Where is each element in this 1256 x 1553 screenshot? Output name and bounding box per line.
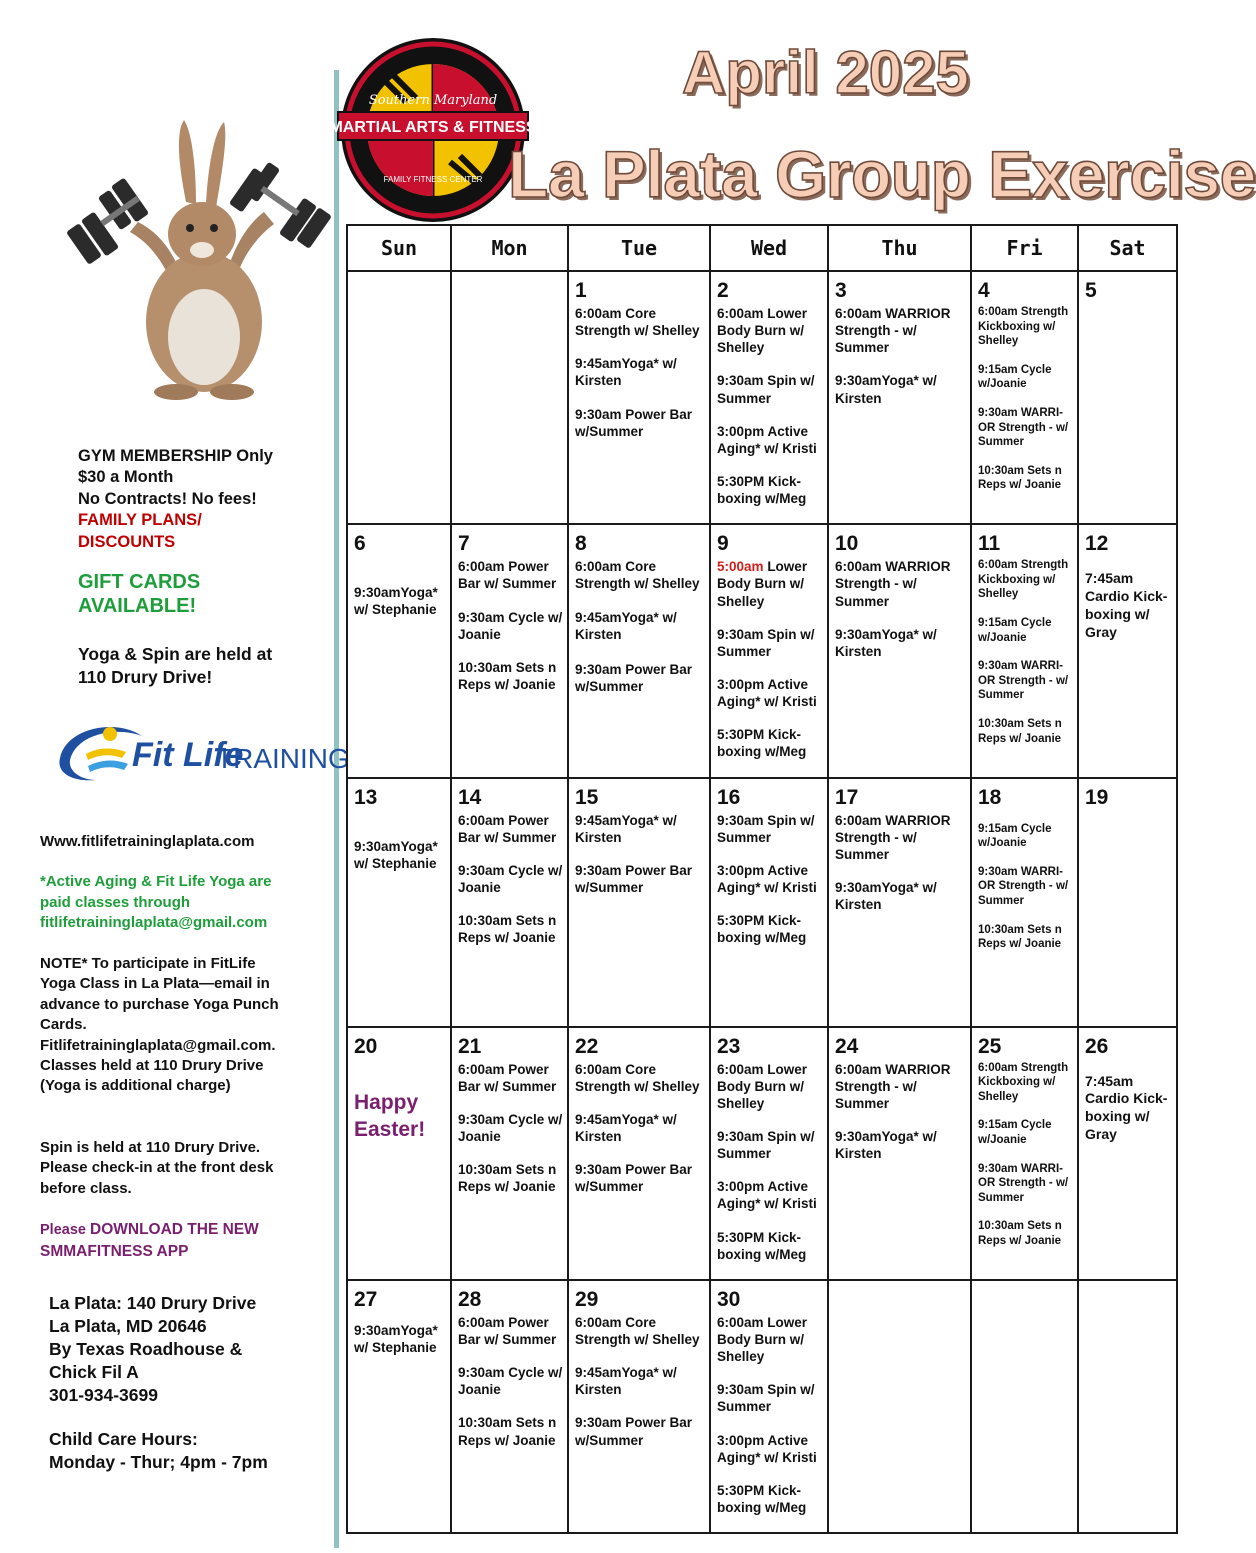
day-number: 18 bbox=[978, 785, 1002, 809]
class-entry: 6:00am Strength Kickboxing w/ Shelley bbox=[978, 559, 1069, 601]
day-number: 9 bbox=[717, 532, 729, 556]
childcare-time: Monday - Thur; 4pm - 7pm bbox=[49, 1451, 268, 1472]
day-number: 10 bbox=[835, 532, 859, 556]
class-entry: 5:30PM Kick-boxing w/Meg bbox=[717, 913, 807, 946]
day-cell bbox=[568, 271, 710, 524]
note-line: (Yoga is additional charge) bbox=[40, 1077, 231, 1095]
day-cell bbox=[568, 1027, 710, 1280]
day-number: 16 bbox=[717, 785, 741, 809]
day-cell bbox=[568, 778, 710, 1027]
note-line: Classes held at 110 Drury Drive bbox=[40, 1056, 264, 1074]
day-number: 1 bbox=[575, 279, 587, 302]
logo-banner-text: MARTIAL ARTS & FITNESS bbox=[329, 119, 537, 136]
day-cell bbox=[347, 1027, 451, 1280]
weekday-header: Sun bbox=[347, 225, 451, 271]
class-entry: 7:45am Cardio Kick-boxing w/ Gray bbox=[1085, 1072, 1168, 1142]
day-cell bbox=[451, 1027, 568, 1280]
class-entry: 9:15am Cycle w/Joanie bbox=[978, 363, 1052, 391]
class-entry: 5:30PM Kick-boxing w/Meg bbox=[717, 1229, 807, 1262]
day-cell bbox=[1078, 524, 1177, 777]
exercise-calendar bbox=[346, 224, 1178, 1534]
gift-line: AVAILABLE! bbox=[78, 595, 197, 618]
family-plans-label: FAMILY PLANS/ bbox=[78, 511, 202, 530]
membership-terms: No Contracts! No fees! bbox=[78, 489, 257, 508]
weekday-header: Tue bbox=[568, 225, 710, 271]
day-number: 11 bbox=[978, 532, 1001, 556]
easter-line: Happy bbox=[354, 1090, 419, 1114]
class-entry: 9:30am WARRI-OR Strength - w/ Summer bbox=[978, 865, 1069, 907]
day-number: 2 bbox=[717, 279, 729, 302]
childcare-title: Child Care Hours: bbox=[49, 1429, 198, 1449]
day-cell bbox=[971, 778, 1078, 1027]
logo-bottom-text: FAMILY FITNESS CENTER bbox=[383, 175, 483, 184]
address-line: La Plata, MD 20646 bbox=[49, 1315, 207, 1336]
class-entry: 6:00am Lower Body Burn w/ Shelley bbox=[717, 1314, 808, 1365]
day-cell bbox=[971, 524, 1078, 777]
class-entry: 6:00am Core Strength w/ Shelley bbox=[575, 306, 700, 339]
day-number: 4 bbox=[978, 279, 990, 302]
day-cell bbox=[710, 778, 828, 1027]
class-entry: 9:30am Power Bar w/Summer bbox=[575, 862, 693, 895]
phone-number: 301-934-3699 bbox=[49, 1384, 158, 1405]
class-entry: 5:30PM Kick-boxing w/Meg bbox=[717, 473, 807, 507]
day-number: 3 bbox=[835, 279, 847, 302]
membership-line: GYM MEMBERSHIP Only bbox=[78, 447, 273, 465]
class-entry: 6:00am Core Strength w/ Shelley bbox=[575, 559, 700, 592]
day-cell bbox=[1078, 1027, 1177, 1280]
class-entry: 9:30am WARRI-OR Strength - w/ Summer bbox=[978, 1162, 1069, 1204]
day-number: 21 bbox=[458, 1034, 482, 1058]
day-cell bbox=[347, 524, 451, 777]
class-entry: 9:30amYoga* w/ Kirsten bbox=[835, 879, 937, 913]
class-entry: 3:00pm Active Aging* w/ Kristi bbox=[717, 862, 817, 895]
calendar-week bbox=[347, 271, 1177, 524]
easter-line: Easter! bbox=[354, 1117, 426, 1141]
day-number: 12 bbox=[1085, 532, 1109, 556]
class-entry: 10:30am Sets n Reps w/ Joanie bbox=[458, 913, 557, 946]
class-entry: 9:30amYoga* w/ Stephanie bbox=[354, 585, 438, 618]
day-number: 15 bbox=[575, 785, 599, 809]
yoga-spin-line: 110 Drury Drive! bbox=[78, 666, 213, 687]
class-entry: 10:30am Sets n Reps w/ Joanie bbox=[978, 718, 1062, 745]
class-entry: 9:30am WARRI-OR Strength - w/ Summer bbox=[978, 660, 1069, 702]
class-entry: 9:30am Spin w/ Summer bbox=[717, 1382, 815, 1415]
calendar-week bbox=[347, 1027, 1177, 1280]
address-line: La Plata: 140 Drury Drive bbox=[49, 1293, 257, 1313]
note-line: advance to purchase Yoga Punch bbox=[40, 995, 279, 1013]
class-entry: 3:00pm Active Aging* w/ Kristi bbox=[717, 423, 817, 456]
aging-line: paid classes through bbox=[40, 893, 191, 911]
calendar-week bbox=[347, 524, 1177, 777]
address-line: By Texas Roadhouse & bbox=[49, 1338, 243, 1359]
class-time-highlight: 5:00am bbox=[717, 559, 764, 575]
class-entry: 6:00am Power Bar w/ Summer bbox=[458, 812, 557, 845]
class-entry: 6:00am Power Bar w/ Summer bbox=[458, 1061, 557, 1094]
class-entry: 10:30am Sets n Reps w/ Joanie bbox=[978, 923, 1062, 951]
weekday-header: Mon bbox=[451, 225, 568, 271]
day-number: 5 bbox=[1085, 279, 1097, 302]
day-cell bbox=[828, 778, 971, 1027]
app-download-notice bbox=[40, 1219, 330, 1262]
fitlife-logo-light-text: TRAINING bbox=[216, 743, 350, 774]
class-entry: 6:00am Lower Body Burn w/ Shelley bbox=[717, 1061, 808, 1111]
day-cell bbox=[710, 1027, 828, 1280]
class-entry: 3:00pm Active Aging* w/ Kristi bbox=[717, 676, 817, 710]
day-number: 25 bbox=[978, 1034, 1002, 1058]
class-entry: 9:15am Cycle w/Joanie bbox=[978, 1119, 1052, 1146]
membership-price: $30 a Month bbox=[78, 468, 174, 487]
app-line: SMMAFITNESS APP bbox=[40, 1242, 189, 1260]
day-cell bbox=[347, 271, 451, 524]
active-aging-notice bbox=[40, 872, 330, 934]
day-cell bbox=[710, 271, 828, 524]
smma-logo bbox=[329, 32, 537, 228]
day-number: 13 bbox=[354, 785, 378, 809]
class-entry: 6:00am WARRIOR Strength - w/ Summer bbox=[835, 1061, 951, 1111]
day-cell bbox=[971, 271, 1078, 524]
class-entry: 6:00am WARRIOR Strength - w/ Summer bbox=[835, 812, 951, 862]
day-cell bbox=[451, 524, 568, 777]
day-cell bbox=[347, 778, 451, 1027]
page-title: La Plata Group Exercise bbox=[508, 137, 1256, 211]
day-number: 14 bbox=[458, 785, 482, 809]
day-number: 7 bbox=[458, 532, 470, 556]
day-number: 30 bbox=[717, 1287, 741, 1311]
class-entry: 3:00pm Active Aging* w/ Kristi bbox=[717, 1179, 817, 1212]
class-entry: 6:00am Power Bar w/ Summer bbox=[458, 559, 557, 592]
spin-line: before class. bbox=[40, 1179, 132, 1197]
spin-line: Please check-in at the front desk bbox=[40, 1159, 274, 1177]
class-entry: 6:00am WARRIOR Strength - w/ Summer bbox=[835, 559, 951, 609]
day-cell bbox=[828, 524, 971, 777]
day-cell bbox=[828, 271, 971, 524]
class-entry: 9:30am Spin w/ Summer bbox=[717, 373, 815, 406]
spin-line: Spin is held at 110 Drury Drive. bbox=[40, 1139, 261, 1156]
day-cell bbox=[710, 524, 828, 777]
day-cell bbox=[1078, 1280, 1177, 1533]
day-number: 20 bbox=[354, 1034, 378, 1058]
address-line: Chick Fil A bbox=[49, 1361, 139, 1382]
class-entry: 9:30am Cycle w/ Joanie bbox=[458, 1365, 563, 1398]
day-cell bbox=[828, 1280, 971, 1533]
day-cell bbox=[568, 524, 710, 777]
note-line: NOTE* To participate in FitLife bbox=[40, 955, 256, 972]
day-cell bbox=[828, 1027, 971, 1280]
class-entry: 9:30amYoga* w/ Kirsten bbox=[835, 1128, 937, 1162]
day-number: 29 bbox=[575, 1287, 599, 1311]
weekday-header: Thu bbox=[828, 225, 971, 271]
class-entry: 9:45amYoga* w/ Kirsten bbox=[575, 609, 677, 642]
weekday-header: Wed bbox=[710, 225, 828, 271]
class-entry: 9:30am Power Bar w/Summer bbox=[575, 661, 693, 694]
yoga-spin-line: Yoga & Spin are held at bbox=[78, 644, 273, 664]
website-link[interactable]: Www.fitlifetraininglaplata.com bbox=[40, 833, 255, 850]
day-number: 23 bbox=[717, 1034, 741, 1058]
class-entry: 6:00am Core Strength w/ Shelley bbox=[575, 1061, 700, 1094]
day-number: 24 bbox=[835, 1034, 859, 1058]
note-line: Yoga Class in La Plata—email in bbox=[40, 975, 270, 993]
app-prefix: Please bbox=[40, 1222, 90, 1238]
class-entry: 9:45amYoga* w/ Kirsten bbox=[575, 356, 677, 389]
class-entry: 10:30am Sets n Reps w/ Joanie bbox=[978, 464, 1062, 492]
day-number: 17 bbox=[835, 785, 859, 809]
childcare-hours bbox=[49, 1428, 324, 1474]
yoga-note bbox=[40, 954, 332, 1097]
aging-email[interactable]: fitlifetraininglaplata@gmail.com bbox=[40, 914, 268, 932]
class-entry: 9:30am WARRI-OR Strength - w/ Summer bbox=[978, 406, 1069, 449]
note-email[interactable]: Fitlifetraininglaplata@gmail.com. bbox=[40, 1036, 276, 1054]
class-entry: 9:30am Cycle w/ Joanie bbox=[458, 862, 563, 895]
day-number: 22 bbox=[575, 1034, 599, 1058]
class-entry: 9:30am Cycle w/ Joanie bbox=[458, 1111, 563, 1144]
day-number: 26 bbox=[1085, 1034, 1109, 1058]
class-entry: 9:30amYoga* w/ Stephanie bbox=[354, 838, 438, 871]
class-entry: 9:30amYoga* w/ Kirsten bbox=[835, 626, 937, 659]
class-entry: 3:00pm Active Aging* w/ Kristi bbox=[717, 1432, 817, 1465]
class-entry: 9:30am Spin w/ Summer bbox=[717, 812, 815, 845]
yoga-spin-location bbox=[78, 643, 323, 689]
class-entry: 9:45amYoga* w/ Kirsten bbox=[575, 812, 677, 845]
spin-note bbox=[40, 1138, 320, 1199]
day-number: 6 bbox=[354, 532, 366, 556]
weekday-header: Fri bbox=[971, 225, 1078, 271]
day-cell bbox=[451, 271, 568, 524]
class-entry: 9:30amYoga* w/ Kirsten bbox=[835, 373, 937, 406]
class-entry: 6:00am Power Bar w/ Summer bbox=[458, 1314, 557, 1347]
day-cell bbox=[451, 778, 568, 1027]
day-cell bbox=[347, 1280, 451, 1533]
class-entry: 9:30am Power Bar w/Summer bbox=[575, 1415, 693, 1448]
day-cell bbox=[1078, 778, 1177, 1027]
logo-top-text: Southern Maryland bbox=[368, 93, 498, 108]
fitlife-logo-bold-text: Fit Life bbox=[132, 736, 244, 774]
day-number: 28 bbox=[458, 1287, 482, 1311]
class-entry: 10:30am Sets n Reps w/ Joanie bbox=[458, 1162, 557, 1195]
class-entry: 9:30am Spin w/ Summer bbox=[717, 626, 815, 659]
month-title: April 2025 bbox=[682, 39, 969, 106]
day-number: 27 bbox=[354, 1287, 378, 1311]
day-cell bbox=[971, 1280, 1078, 1533]
class-entry: 10:30am Sets n Reps w/ Joanie bbox=[978, 1220, 1062, 1247]
day-number: 8 bbox=[575, 532, 587, 556]
day-cell bbox=[568, 1280, 710, 1533]
calendar-week bbox=[347, 1280, 1177, 1533]
calendar-week bbox=[347, 778, 1177, 1027]
class-entry: 9:30am Spin w/ Summer bbox=[717, 1128, 815, 1162]
class-entry: 9:15am Cycle w/Joanie bbox=[978, 617, 1052, 644]
day-cell bbox=[971, 1027, 1078, 1280]
class-entry: 10:30am Sets n Reps w/ Joanie bbox=[458, 1415, 557, 1448]
fitlife-training-logo bbox=[56, 718, 350, 784]
class-entry: 6:00am WARRIOR Strength - w/ Summer bbox=[835, 306, 951, 356]
class-entry: 9:45amYoga* w/ Kirsten bbox=[575, 1111, 677, 1144]
class-entry: 6:00am Core Strength w/ Shelley bbox=[575, 1314, 700, 1347]
note-line: Cards. bbox=[40, 1016, 87, 1034]
class-entry: 9:45amYoga* w/ Kirsten bbox=[575, 1365, 677, 1398]
address-block bbox=[49, 1292, 319, 1407]
class-entry: 10:30am Sets n Reps w/ Joanie bbox=[458, 659, 557, 692]
day-cell bbox=[710, 1280, 828, 1533]
gift-line: GIFT CARDS bbox=[78, 571, 201, 593]
easter-greeting bbox=[354, 1089, 447, 1144]
day-cell bbox=[1078, 271, 1177, 524]
class-entry: 6:00am Strength Kickboxing w/ Shelley bbox=[978, 1061, 1069, 1103]
gift-cards-notice bbox=[78, 570, 318, 619]
discounts-label: DISCOUNTS bbox=[78, 532, 176, 551]
class-entry: 9:30am Cycle w/ Joanie bbox=[458, 609, 563, 642]
class-entry: 5:30PM Kick-boxing w/Meg bbox=[717, 727, 807, 760]
day-cell bbox=[451, 1280, 568, 1533]
class-entry: 6:00am Strength Kickboxing w/ Shelley bbox=[978, 306, 1069, 348]
class-entry: 9:15am Cycle w/Joanie bbox=[978, 822, 1052, 850]
class-entry: 5:30PM Kick-boxing w/Meg bbox=[717, 1482, 807, 1515]
aging-line: *Active Aging & Fit Life Yoga are bbox=[40, 873, 272, 890]
class-entry: Lower Body Burn w/ Shelley bbox=[717, 559, 808, 609]
class-entry: 9:30am Power Bar w/Summer bbox=[575, 1162, 693, 1195]
weekday-header: Sat bbox=[1078, 225, 1177, 271]
class-entry: 6:00am Lower Body Burn w/ Shelley bbox=[717, 306, 808, 356]
day-number: 19 bbox=[1085, 785, 1109, 809]
membership-info bbox=[78, 446, 323, 553]
class-entry: 9:30am Power Bar w/Summer bbox=[575, 406, 693, 439]
class-entry: 7:45am Cardio Kick-boxing w/ Gray bbox=[1085, 570, 1168, 640]
bunny-dumbbell-image bbox=[68, 112, 336, 402]
app-line: DOWNLOAD THE NEW bbox=[90, 1221, 259, 1238]
class-entry: 9:30amYoga* w/ Stephanie bbox=[354, 1322, 438, 1355]
weekday-header-row bbox=[347, 225, 1177, 271]
